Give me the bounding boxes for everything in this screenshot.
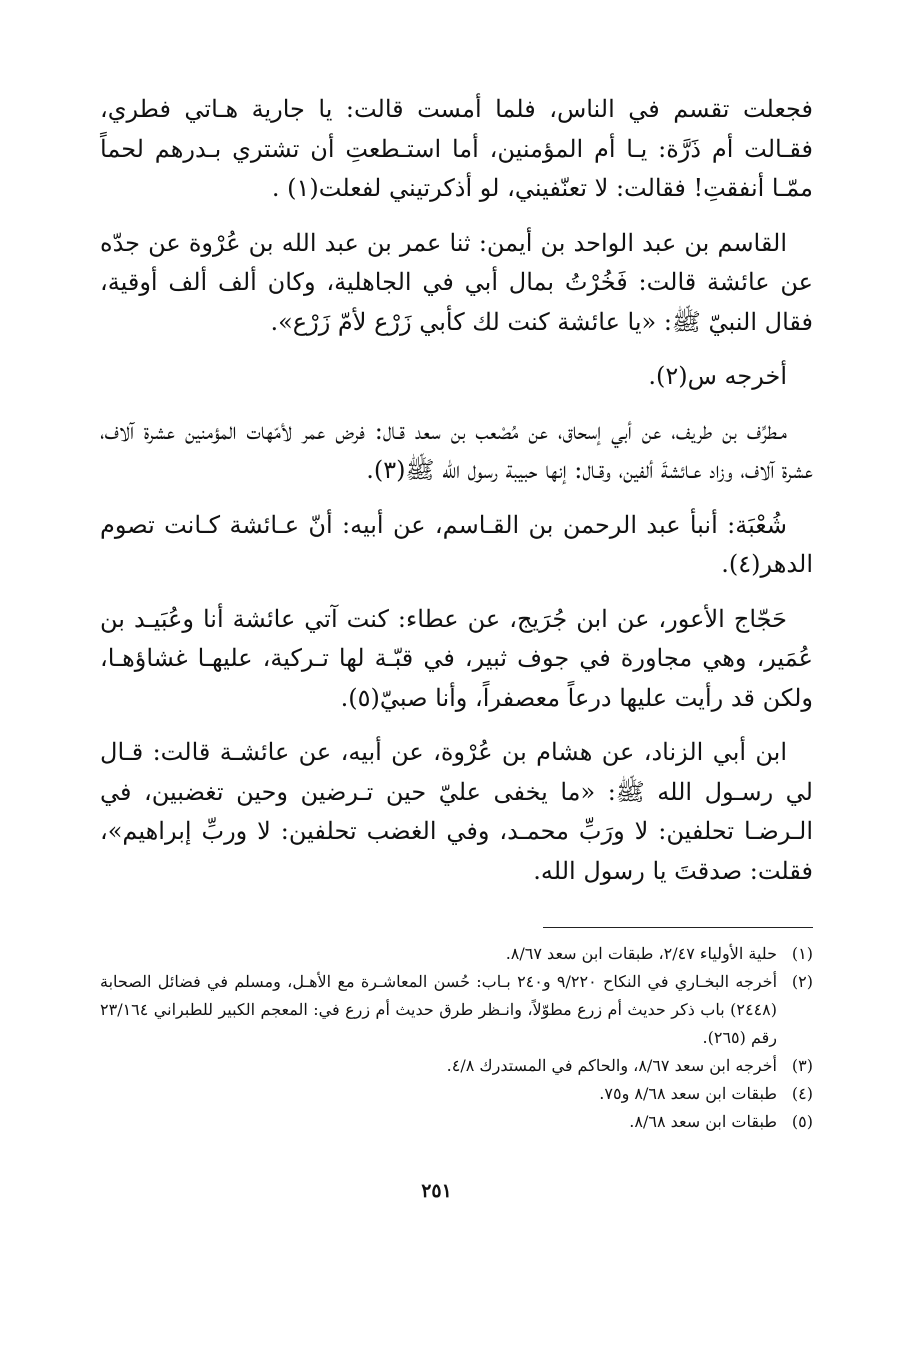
paragraph-3: أخرجه س(٢).	[648, 362, 787, 390]
footnote-4	[100, 1080, 813, 1108]
footnote-5	[100, 1108, 813, 1136]
footnote-text: طبقات ابن سعد ٨/٦٨.	[629, 1112, 777, 1131]
footnote-number: (٣)	[791, 1056, 813, 1075]
footnote-text: طبقات ابن سعد ٨/٦٨ و٧٥.	[599, 1084, 777, 1103]
footnote-2	[100, 968, 813, 1052]
main-text	[100, 90, 813, 891]
paragraph-1: فجعلت تقسم في الناس، فلما أمست قالت: يا جارية هـاتي فطري، فقـالت أم ذَرَّة: يـا أم المؤمنين، أما استـطعتِ أن تشتري بـدرهم لحماً ممّـا أنفقتِ! فقالت: لا تعنّفيني، لو أذكرتيني لفعلت(١) .	[100, 95, 813, 202]
paragraph-5: شُعْبَة: أنبأ عبد الرحمن بن القـاسم، عن أبيه: أنّ عـائشة كـانت تصوم الدهر(٤).	[100, 510, 813, 578]
paragraph-4: مـطرِّف بن طريف، عن أبي إسحاق، عن مُصْعب بن سعد قـال: فرض عمر لأمّهات المؤمنين عشرة آلاف، عشرة آلاف، وزاد عـائشةَ ألفين، وقـال: إنها حبيبة رسول الله ﷺ(٣).	[100, 416, 813, 484]
footnote-divider	[543, 927, 813, 928]
footnotes	[100, 940, 813, 1136]
footnote-3	[100, 1052, 813, 1080]
footnote-number: (٥)	[791, 1112, 813, 1131]
paragraph-7: ابن أبي الزناد، عن هشام بن عُرْوة، عن أبيه، عن عائشـة قالت: قـال لي رسـول الله ﷺ: «ما يخفى عليّ حين تـرضين وحين تغضبين، في الـرضـا تحلفين: لا ورَبِّ محمـد، وفي الغضب تحلفين: لا وربِّ إبراهيم»، فقلت: صدقتَ يا رسول الله.	[100, 738, 813, 885]
footnote-text: أخرجه ابن سعد ٨/٦٧، والحاكم في المستدرك ٤/٨.	[446, 1056, 777, 1075]
footnote-number: (١)	[791, 944, 813, 963]
footnote-text: حلية الأولياء ٢/٤٧، طبقات ابن سعد ٨/٦٧.	[505, 944, 777, 963]
paragraph-2: القاسم بن عبد الواحد بن أيمن: ثنا عمر بن عبد الله بن عُرْوة عن جدّه عن عائشة قالت: فَخُرْتُ بمال أبي في الجاهلية، وكان ألف ألف أوقية، فقال النبيّ ﷺ: «يا عائشة كنت لك كأبي زَرْع لأمّ زَرْع».	[100, 228, 813, 336]
paragraph-6: حَجّاج الأعور، عن ابن جُرَيج، عن عطاء: كنت آتي عائشة أنا وعُبَيـد بن عُمَير، وهي مجاورة في جوف ثبير، في قبّـة لها تـركية، عليهـا غشاؤهـا، ولكن قد رأيت عليها درعاً معصفراً، وأنا صبيّ(٥).	[100, 604, 813, 712]
footnote-number: (٤)	[791, 1084, 813, 1103]
footnote-number: (٢)	[791, 972, 813, 991]
footnote-1	[100, 940, 813, 968]
footnote-text: أخرجه البخـاري في النكاح ٩/٢٢٠ و٢٤٠ بـاب: حُسن المعاشـرة مع الأهـل، ومسلم في فضائل الصحابة (٢٤٤٨) باب ذكر حديث أم زرع مطوّلاً، وانـظر طرق حديث أم زرع في: المعجم الكبير للطبراني ٢٣/١٦٤ رقم (٢٦٥).	[100, 972, 778, 1047]
page-number: ٢٥١	[421, 1180, 452, 1202]
